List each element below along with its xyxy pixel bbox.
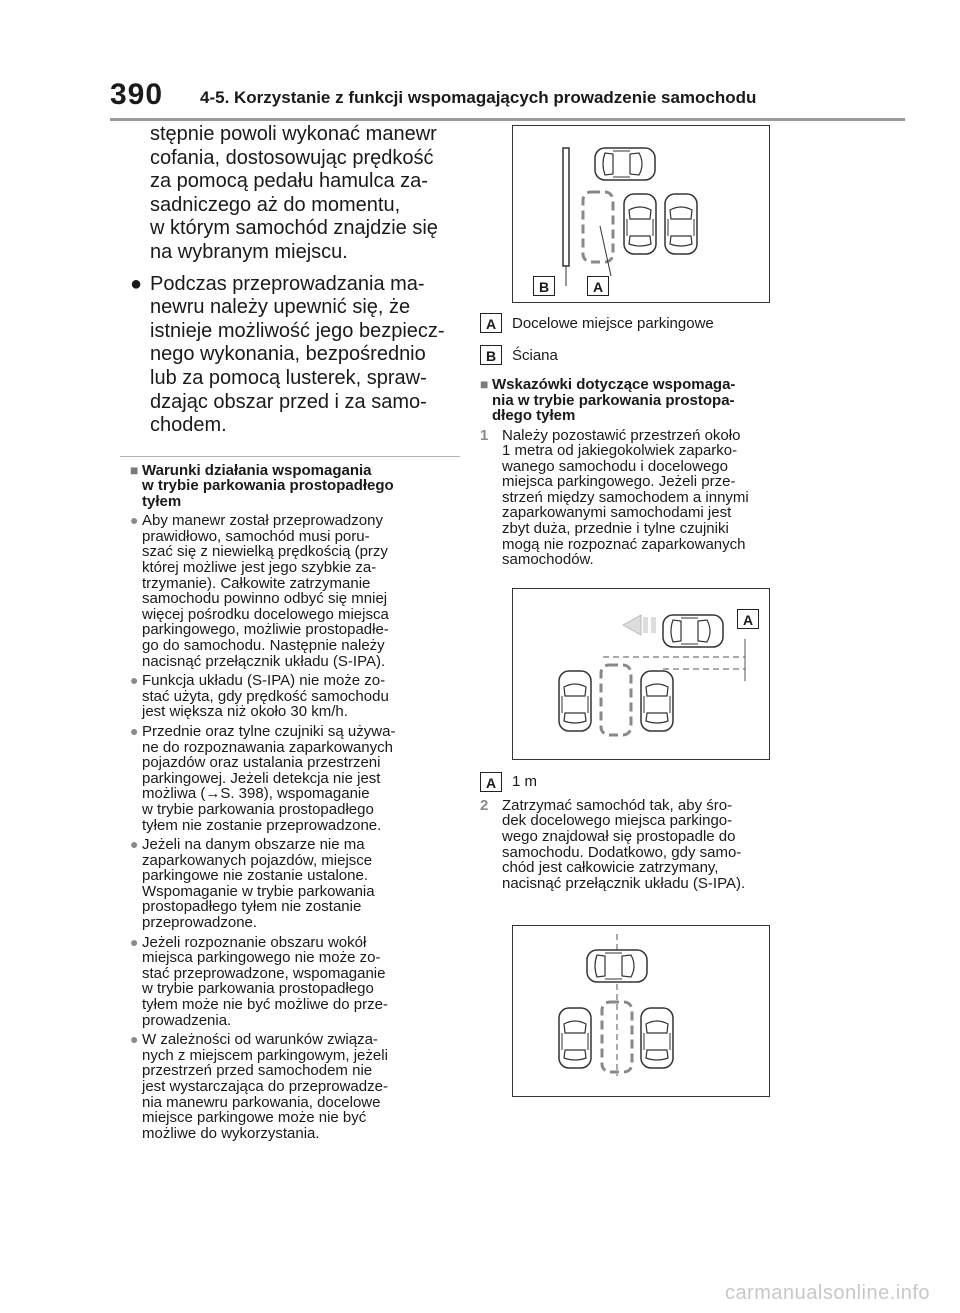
bullet-dot-icon: ● <box>130 672 139 689</box>
parked-car-icon <box>559 671 591 731</box>
moving-car-icon <box>587 950 647 982</box>
moving-car-icon <box>595 148 655 180</box>
target-space-outline <box>601 665 631 735</box>
section-title-conditions: ■ Warunki działania wspomagania w trybie parkowania prostopadłego tyłem <box>130 461 394 510</box>
target-space-outline <box>583 192 613 262</box>
figure-one-meter <box>512 588 770 760</box>
page-header <box>110 78 905 121</box>
legend-item: A 1 m <box>480 772 810 792</box>
step-item: 2 Zatrzymać samochód tak, aby śro- dek docelowego miejsca parkingo- wego znajdował się prostopadle do samochodu. Dodatkowo, gdy samo- chód jest całkowicie zatrzymany, nacisnąć przełącznik układu (S-IPA). <box>480 796 746 892</box>
conditions-list <box>130 513 450 1141</box>
direction-arrow-icon <box>623 615 641 635</box>
step-number: 2 <box>480 796 489 814</box>
bullet-dot-icon: ● <box>130 836 139 853</box>
parked-car-icon <box>624 194 656 254</box>
list-item: ● Funkcja układu (S-IPA) nie może zo- stać użyta, gdy prędkość samochodu jest większa niż około 30 km/h. <box>130 672 389 721</box>
step-item: 1 Należy pozostawić przestrzeń około 1 metra od jakiegokolwiek zaparko- wanego samochodu i docelowego miejsca parkingowego. Jeżeli prze- strzeń między samochodem a innymi zaparkowanymi samochodami jest zbyt duża, przednie i tylne czujniki mogą nie rozpoznać zaparkowanych samochodów. <box>480 426 749 569</box>
chapter-title: 4-5. Korzystanie z funkcji wspomagających prowadzenie samochodu <box>200 88 757 107</box>
label-b-badge: B <box>533 276 555 296</box>
list-item: ● Jeżeli na danym obszarze nie ma zaparkowanych pojazdów, miejsce parkingowe nie zostanie ustalone. Wspomaganie w trybie parkowania prostopadłego tyłem nie zostanie przeprowadzone. <box>130 836 375 932</box>
section-divider <box>120 456 460 457</box>
intro-paragraph: stępnie powoli wykonać manewr cofania, dostosowując prędkość za pomocą pedału hamulca za- sadniczego aż do momentu, w którym samochód znajdzie się na wybranym miejscu. <box>150 123 438 263</box>
right-column <box>480 125 810 1097</box>
safety-bullet: ● Podczas przeprowadzania ma- newru należy upewnić się, że istnieje możliwość jego bezpiecz- nego wykonania, bezpośrednio lub za pomocą lusterek, spraw- dzając obszar przed i za samo- chodem. <box>130 272 445 437</box>
parked-car-icon <box>665 194 697 254</box>
list-item: ● Aby manewr został przeprowadzony prawidłowo, samochód musi poru- szać się z niewielką prędkością (przy której możliwe jest jego szybkie za- trzymanie). Całkowite zatrzymanie samochodu powinno odbyć się mniej więcej pośrodku docelowego miejsca parkingowego, możliwie prostopadłe- go do samochodu. Następnie należy nacisnąć przełącznik układu (S-IPA). <box>130 512 389 670</box>
bullet-dot-icon: ● <box>130 512 139 529</box>
wall-shape <box>563 148 569 266</box>
page-number: 390 <box>110 78 164 111</box>
square-bullet-icon: ■ <box>130 461 139 478</box>
list-item: ● Jeżeli rozpoznanie obszaru wokół miejsca parkingowego nie może zo- stać przeprowadzone, wspomaganie w trybie parkowania prostopadłego tyłem może nie być możliwe do prze- prowadzenia. <box>130 933 388 1029</box>
label-a-badge: A <box>737 609 759 629</box>
parked-car-icon <box>641 1008 673 1068</box>
square-bullet-icon: ■ <box>480 376 489 392</box>
figure-stop-position <box>512 925 770 1097</box>
legend-item: A Docelowe miejsce parkingowe <box>480 313 810 333</box>
bullet-dot-icon: ● <box>130 933 139 950</box>
list-item: ● W zależności od warunków związa- nych z miejscem parkingowym, jeżeli przestrzeń przed samochodem nie jest wystarczająca do przeprowadze- nia manewru parkowania, docelowe miejsce parkingowe może nie być możliwe do wykorzystania. <box>130 1031 388 1142</box>
legend-item: B Ściana <box>480 345 810 365</box>
figure-target-space <box>512 125 770 303</box>
label-a-badge: A <box>587 276 609 296</box>
moving-car-icon <box>663 615 723 647</box>
bullet-dot-icon: ● <box>130 722 139 739</box>
list-item: ● Przednie oraz tylne czujniki są używa- ne do rozpoznawania zaparkowanych pojazdów oraz ustalania przestrzeni parkingowej. Jeżeli detekcja nie jest możliwa (→S. 398), wspomaganie w trybie parkowania prostopadłego tyłem nie zostanie przeprowadzone. <box>130 722 396 834</box>
watermark: carmanualsonline.info <box>724 1282 930 1304</box>
left-column <box>130 123 450 1141</box>
bullet-dot-icon: ● <box>130 1031 139 1048</box>
bullet-dot-icon: ● <box>130 272 143 295</box>
parked-car-icon <box>641 671 673 731</box>
parked-car-icon <box>559 1008 591 1068</box>
section-title-tips: ■ Wskazówki dotyczące wspomaga- nia w trybie parkowania prostopa- dłego tyłem <box>480 376 736 424</box>
step-number: 1 <box>480 426 489 444</box>
